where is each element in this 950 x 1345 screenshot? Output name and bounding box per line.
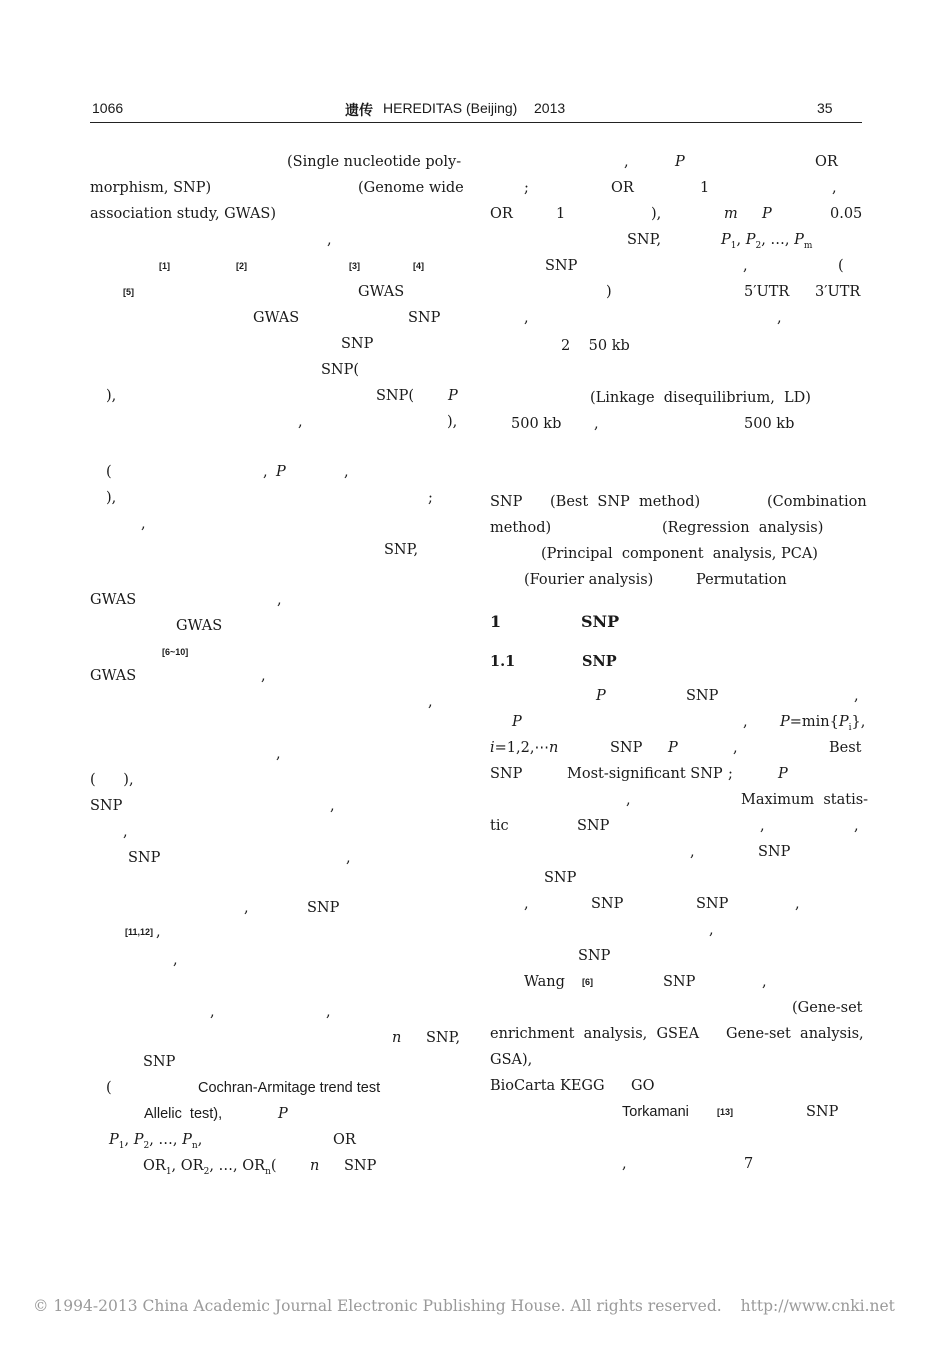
- text-line: [490, 1048, 860, 1072]
- text-line: [490, 710, 866, 734]
- text-fragment: ,: [210, 1004, 215, 1020]
- text-line: [90, 1050, 460, 1074]
- text-fragment: ),: [447, 414, 458, 430]
- text-fragment: ,: [524, 896, 529, 912]
- text-fragment: SNP: [686, 688, 719, 704]
- text-fragment: P: [762, 206, 772, 222]
- text-fragment: GWAS: [90, 668, 137, 684]
- text-fragment: 0.05: [830, 206, 863, 222]
- text-fragment: (: [106, 1080, 112, 1096]
- text-fragment: $OR_1$, $OR_2$, …, $OR_n$(: [143, 1158, 277, 1177]
- text-fragment: ( ),: [90, 772, 134, 788]
- header-rule: [90, 122, 862, 123]
- text-line: [490, 280, 860, 304]
- text-fragment: SNP: [143, 1054, 176, 1070]
- text-fragment: (Fourier analysis): [524, 572, 654, 588]
- text-fragment: 2 50 kb: [561, 338, 630, 354]
- text-fragment: ,: [346, 850, 351, 866]
- text-line: [90, 1128, 460, 1152]
- citation: [2]: [236, 261, 247, 271]
- journal-name-cn: 遗传: [345, 103, 373, 119]
- text-fragment: (Linkage disequilibrium, LD): [590, 390, 811, 406]
- text-line: [490, 996, 863, 1020]
- text-fragment: (: [838, 258, 844, 274]
- text-fragment: ,: [795, 896, 800, 912]
- text-line: [90, 820, 460, 844]
- text-line: [90, 794, 460, 818]
- text-fragment: SNP: [408, 310, 441, 326]
- text-fragment: SNP: [577, 818, 610, 834]
- section-number: 1: [490, 612, 502, 631]
- text-fragment: SNP: [90, 798, 123, 814]
- text-fragment: Most-significant SNP: [567, 766, 723, 782]
- text-fragment: SNP: [578, 948, 611, 964]
- text-fragment: (Regression analysis): [662, 520, 824, 536]
- text-fragment: ),: [651, 206, 662, 222]
- text-line: [90, 512, 460, 536]
- text-fragment: ,: [344, 464, 349, 480]
- text-line: [490, 150, 860, 174]
- text-fragment: Gene-set analysis,: [726, 1026, 864, 1042]
- text-fragment: SNP(: [376, 388, 415, 404]
- text-line: [490, 840, 860, 864]
- text-fragment: ,: [626, 792, 631, 808]
- text-fragment: P: [778, 766, 788, 782]
- text-fragment: ,: [690, 844, 695, 860]
- text-line: [90, 306, 460, 330]
- text-fragment: n: [310, 1158, 320, 1174]
- text-fragment: SNP: [806, 1104, 839, 1120]
- text-line: [90, 358, 460, 382]
- citation: [1]: [159, 261, 170, 271]
- text-fragment: 1: [700, 180, 710, 196]
- text-line: [490, 1074, 860, 1098]
- text-line: [490, 736, 860, 760]
- text-line: [90, 280, 460, 304]
- text-line: [90, 460, 460, 484]
- copyright-text: © 1994-2013 China Academic Journal Electronic Publishing House. All rights reserved.: [33, 1297, 722, 1315]
- text-fragment: (Gene-set: [792, 1000, 863, 1016]
- text-fragment: P: [675, 154, 685, 170]
- text-line: [90, 228, 460, 252]
- text-line: [490, 1100, 860, 1124]
- text-line: [90, 690, 460, 714]
- subsection-number: 1.1: [490, 653, 516, 670]
- text-fragment: SNP,: [426, 1030, 461, 1046]
- text-fragment: SNP: [696, 896, 729, 912]
- text-line: [90, 1076, 460, 1100]
- text-fragment: ;: [728, 766, 733, 782]
- text-line: [490, 542, 860, 566]
- text-fragment: SNP: [341, 336, 374, 352]
- text-line: [490, 1152, 860, 1176]
- text-fragment: Torkamani: [622, 1104, 689, 1120]
- text-line: [490, 762, 860, 786]
- text-line: [490, 228, 860, 252]
- text-fragment: association study, GWAS): [90, 206, 277, 222]
- text-fragment: P: [512, 714, 522, 730]
- citation: [4]: [413, 261, 424, 271]
- text-fragment: SNP: [128, 850, 161, 866]
- text-fragment: $P=\min\{P_i\}$,: [780, 714, 866, 733]
- text-fragment: SNP: [545, 258, 578, 274]
- text-line: [490, 568, 860, 592]
- text-fragment: SNP,: [384, 542, 419, 558]
- text-fragment: $P_1$, $P_2$, …, $P_m$: [721, 232, 813, 251]
- page-number: 1066: [92, 100, 124, 116]
- text-line: [490, 970, 860, 994]
- text-line: [490, 944, 860, 968]
- text-fragment: P: [668, 740, 678, 756]
- text-line: [490, 334, 860, 358]
- text-fragment: BioCarta: [490, 1078, 556, 1094]
- text-line: [90, 384, 460, 408]
- text-fragment: ,: [624, 154, 629, 170]
- text-fragment: GSA),: [490, 1052, 533, 1068]
- text-fragment: (Principal component analysis, PCA): [541, 546, 818, 562]
- text-fragment: ,: [762, 974, 767, 990]
- text-fragment: $P_1$, $P_2$, …, $P_n$,: [109, 1132, 203, 1151]
- text-line: [490, 516, 860, 540]
- publication-year: 2013: [534, 100, 566, 116]
- text-fragment: method): [490, 520, 552, 536]
- text-line: [90, 768, 460, 792]
- text-line: [90, 948, 460, 972]
- text-fragment: ,: [261, 668, 266, 684]
- journal-name-en: HEREDITAS (Beijing): [383, 100, 518, 116]
- text-line: [90, 1102, 460, 1126]
- citation: [11,12]: [125, 927, 154, 937]
- text-fragment: OR: [490, 206, 513, 222]
- volume-number: 35: [817, 100, 833, 116]
- text-line: [90, 664, 460, 688]
- text-fragment: ,: [277, 592, 282, 608]
- text-fragment: ,: [854, 688, 859, 704]
- text-fragment: SNP(: [321, 362, 360, 378]
- text-fragment: ,: [276, 746, 281, 762]
- text-line: [490, 254, 860, 278]
- text-fragment: SNP: [758, 844, 791, 860]
- text-fragment: 500 kb: [511, 416, 562, 432]
- subsection-heading: [490, 650, 860, 674]
- text-fragment: enrichment analysis, GSEA: [490, 1026, 700, 1042]
- text-line: [490, 788, 869, 812]
- text-line: [90, 254, 460, 278]
- text-line: [90, 920, 460, 944]
- text-fragment: 5′UTR: [744, 284, 790, 300]
- text-fragment: (Genome wide: [358, 180, 464, 196]
- text-fragment: morphism, SNP): [90, 180, 212, 196]
- text-fragment: SNP,: [627, 232, 662, 248]
- text-fragment: ,: [326, 1004, 331, 1020]
- text-line: [90, 1026, 460, 1050]
- text-fragment: P: [276, 464, 286, 480]
- text-fragment: ,: [298, 414, 303, 430]
- text-line: [90, 588, 460, 612]
- text-fragment: ,: [173, 952, 178, 968]
- text-line: [90, 176, 464, 200]
- text-line: [490, 918, 860, 942]
- text-line: [90, 150, 460, 174]
- text-fragment: GWAS: [90, 592, 137, 608]
- text-line: [90, 1000, 460, 1024]
- text-fragment: ): [606, 284, 612, 300]
- text-fragment: P: [448, 388, 458, 404]
- text-fragment: ,: [141, 516, 146, 532]
- text-fragment: ,: [156, 924, 161, 940]
- text-fragment: tic: [490, 818, 509, 834]
- text-line: [90, 486, 460, 510]
- text-fragment: ,: [743, 714, 748, 730]
- text-fragment: i=1,2,⋯n: [490, 740, 559, 756]
- text-fragment: Maximum statis-: [741, 792, 869, 808]
- text-line: [490, 814, 860, 838]
- text-fragment: ),: [106, 490, 117, 506]
- text-fragment: (: [106, 464, 112, 480]
- text-line: [490, 1022, 864, 1046]
- text-line: [90, 410, 460, 434]
- text-line: [90, 896, 460, 920]
- text-fragment: P: [278, 1106, 288, 1122]
- text-fragment: SNP: [663, 974, 696, 990]
- text-line: [490, 306, 860, 330]
- text-fragment: ,: [244, 900, 249, 916]
- text-fragment: OR: [611, 180, 634, 196]
- text-fragment: OR: [815, 154, 838, 170]
- text-fragment: 1: [556, 206, 566, 222]
- text-fragment: ;: [428, 490, 433, 506]
- text-fragment: (Combination: [767, 494, 867, 510]
- citation: [5]: [123, 287, 134, 297]
- text-line: [90, 640, 460, 664]
- text-fragment: SNP: [544, 870, 577, 886]
- text-fragment: ,: [854, 818, 859, 834]
- text-fragment: 7: [744, 1156, 754, 1172]
- text-fragment: 500 kb: [744, 416, 795, 432]
- text-fragment: ,: [743, 258, 748, 274]
- text-line: [90, 538, 460, 562]
- site-url: http://www.cnki.net: [740, 1297, 895, 1315]
- text-fragment: OR: [333, 1132, 356, 1148]
- text-line: [490, 386, 860, 410]
- text-fragment: ,: [594, 416, 599, 432]
- text-fragment: SNP: [344, 1158, 377, 1174]
- text-fragment: ,: [524, 310, 529, 326]
- copyright-footer: [33, 1297, 895, 1315]
- text-fragment: GWAS: [176, 618, 223, 634]
- text-line: [90, 742, 460, 766]
- text-line: [90, 846, 460, 870]
- text-fragment: P: [596, 688, 606, 704]
- text-fragment: SNP: [490, 494, 523, 510]
- text-fragment: (Single nucleotide poly-: [287, 154, 462, 170]
- text-fragment: n: [392, 1030, 402, 1046]
- text-fragment: ,: [709, 922, 714, 938]
- text-fragment: Allelic test),: [144, 1106, 223, 1122]
- text-fragment: 3′UTR: [815, 284, 861, 300]
- text-fragment: SNP: [610, 740, 643, 756]
- text-line: [490, 412, 860, 436]
- text-fragment: ,: [760, 818, 765, 834]
- text-fragment: Wang: [524, 974, 565, 990]
- text-line: [490, 684, 860, 708]
- text-fragment: GWAS: [253, 310, 300, 326]
- subsection-title: SNP: [582, 653, 617, 670]
- text-fragment: m: [724, 206, 738, 222]
- text-fragment: GWAS: [358, 284, 405, 300]
- text-fragment: Permutation: [696, 572, 787, 588]
- text-line: [490, 176, 860, 200]
- text-fragment: ,: [622, 1156, 627, 1172]
- text-line: [90, 614, 460, 638]
- text-fragment: ),: [106, 388, 117, 404]
- text-fragment: ,: [777, 310, 782, 326]
- text-fragment: ,: [330, 798, 335, 814]
- section-heading: [490, 610, 860, 634]
- text-fragment: Cochran-Armitage trend test: [198, 1080, 381, 1096]
- text-fragment: ,: [428, 694, 433, 710]
- text-line: [90, 202, 460, 226]
- text-line: [490, 202, 863, 226]
- text-line: [490, 490, 867, 514]
- text-fragment: ,: [832, 180, 837, 196]
- text-fragment: (Best SNP method): [550, 494, 701, 510]
- text-fragment: ;: [524, 180, 529, 196]
- citation: [13]: [717, 1107, 734, 1117]
- citation: [3]: [349, 261, 360, 271]
- text-fragment: ,: [263, 464, 268, 480]
- citation: [6]: [582, 977, 593, 987]
- text-fragment: ,: [327, 232, 332, 248]
- text-fragment: SNP: [591, 896, 624, 912]
- text-fragment: GO: [631, 1078, 655, 1094]
- section-title: SNP: [581, 612, 620, 631]
- text-fragment: SNP: [307, 900, 340, 916]
- citation: [6~10]: [162, 647, 189, 657]
- text-line: [90, 332, 460, 356]
- text-line: [490, 892, 860, 916]
- text-fragment: SNP: [490, 766, 523, 782]
- text-line: [490, 866, 860, 890]
- text-fragment: ,: [123, 824, 128, 840]
- text-fragment: KEGG: [560, 1078, 605, 1094]
- text-fragment: ,: [733, 740, 738, 756]
- text-fragment: Best: [829, 740, 862, 756]
- text-line: [90, 1154, 460, 1178]
